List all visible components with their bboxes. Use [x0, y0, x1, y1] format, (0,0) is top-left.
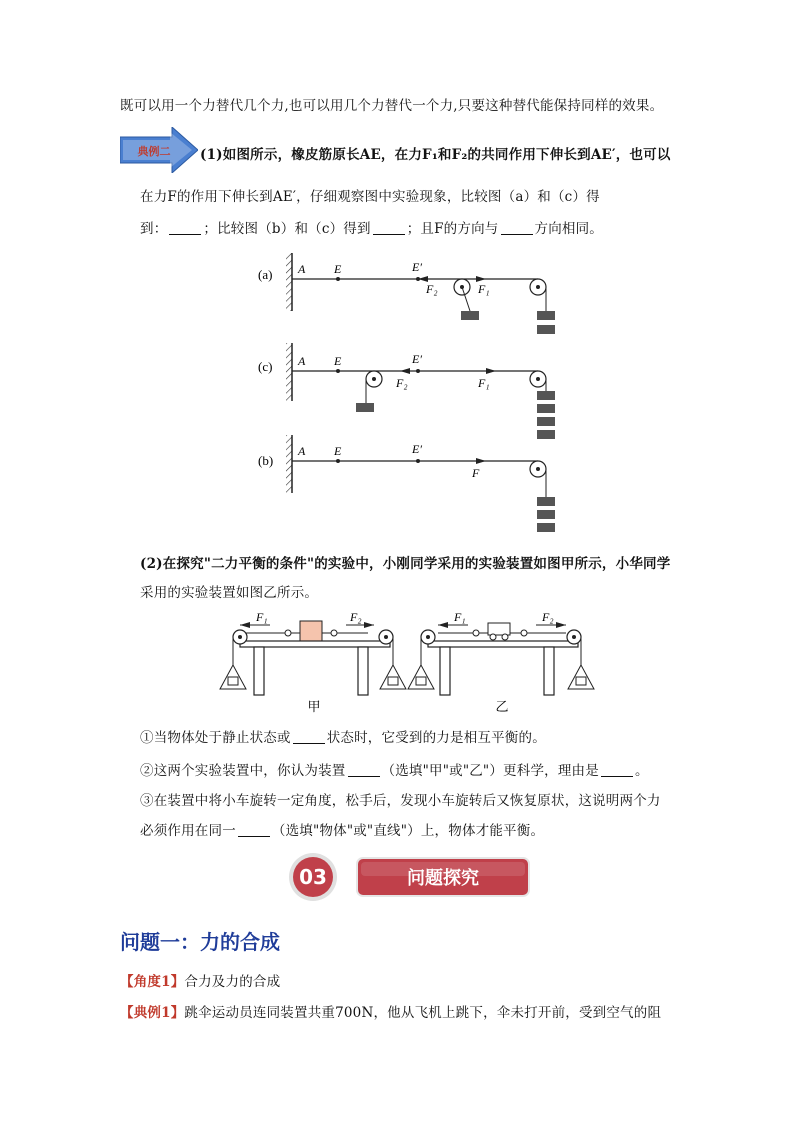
point-e: E [334, 354, 342, 368]
wooden-block [300, 621, 322, 641]
panel-c [258, 343, 555, 439]
blank-5[interactable] [348, 776, 380, 777]
equilibrium-apparatus-figure [218, 605, 598, 717]
s3-b: 必须作用在同一 [140, 823, 236, 839]
s2-b: （选填"甲"或"乙"）更科学，理由是 [381, 763, 599, 779]
small-cart [488, 623, 510, 635]
point-e-prime: E′ [412, 260, 422, 274]
blank-4[interactable] [293, 743, 325, 744]
point-e-prime: E′ [412, 442, 422, 456]
q1-line1: (1)如图所示，橡皮筋原长AE，在力F₁和F₂的共同作用下伸长到AE′，也可以 [200, 147, 671, 163]
apparatus-yi [408, 610, 594, 715]
s2-c: 。 [634, 763, 649, 779]
section-title: 问题探究 [407, 868, 479, 889]
caption-yi: 乙 [495, 700, 509, 715]
force-f2: F₂ [542, 610, 554, 624]
example-line [120, 1001, 661, 1021]
force-f1: F₁ [256, 610, 268, 624]
panel-a [258, 253, 555, 334]
panel-b-label: (b) [258, 453, 274, 468]
force-f2: F₂ [426, 282, 438, 296]
angle-line [120, 970, 280, 990]
sub-question-1 [140, 726, 546, 746]
s3-c: （选填"物体"或"直线"）上，物体才能平衡。 [271, 823, 545, 839]
sub-question-2 [140, 759, 649, 779]
s2-a: ②这两个实验装置中，你认为装置 [140, 763, 346, 779]
s1-b: 状态时，它受到的力是相互平衡的。 [326, 730, 546, 746]
q1-line3-a: 到： [140, 221, 168, 237]
sub-question-3-line1: ③在装置中将小车旋转一定角度，松手后，发现小车旋转后又恢复原状，这说明两个力 [140, 793, 661, 809]
caption-jia: 甲 [307, 700, 321, 715]
q2-line1: (2)在探究"二力平衡的条件"的实验中，小刚同学采用的实验装置如图甲所示，小华同学 [140, 556, 671, 572]
example-tag-arrow [120, 127, 198, 173]
problem-heading: 问题一：力的合成 [120, 930, 280, 954]
panel-c-label: (c) [258, 359, 273, 374]
point-a: A [298, 354, 306, 368]
q2-line2: 采用的实验装置如图乙所示。 [140, 585, 319, 601]
force-f1: F₁ [478, 376, 490, 390]
point-e: E [334, 262, 342, 276]
panel-a-label: (a) [258, 267, 273, 282]
angle-text: 合力及力的合成 [184, 974, 281, 990]
point-e: E [334, 444, 342, 458]
blank-6[interactable] [601, 776, 633, 777]
sub-question-3-line2 [140, 819, 544, 839]
q1-line2: 在力F的作用下伸长到AE′，仔细观察图中实验现象，比较图（a）和（c）得 [140, 189, 600, 205]
force-f1: F₁ [478, 282, 490, 296]
blank-3[interactable] [501, 234, 533, 235]
example-tag: 典例二 [137, 145, 171, 158]
blank-1[interactable] [169, 234, 201, 235]
point-a: A [298, 262, 306, 276]
apparatus-jia [220, 610, 406, 715]
force-f2: F₂ [350, 610, 362, 624]
section-number: 03 [299, 865, 327, 889]
force-f1: F₁ [454, 610, 466, 624]
q1-line3 [140, 217, 603, 237]
rubber-band-figure [250, 245, 570, 545]
blank-2[interactable] [373, 234, 405, 235]
point-a: A [298, 444, 306, 458]
blank-7[interactable] [238, 836, 270, 837]
q1-line3-c: ；且F的方向与 [406, 221, 499, 237]
angle-tag: 【角度1】 [120, 974, 185, 990]
example-1-text: 跳伞运动员连同装置共重700N，他从飞机上跳下，伞未打开前，受到空气的阻 [184, 1005, 662, 1021]
force-f2: F₂ [396, 376, 408, 390]
force-f: F [472, 466, 480, 480]
panel-b [258, 435, 555, 532]
s1-a: ①当物体处于静止状态或 [140, 730, 291, 746]
q1-line3-b: ；比较图（b）和（c）得到 [203, 221, 371, 237]
example-1-tag: 【典例1】 [120, 1005, 185, 1021]
point-e-prime: E′ [412, 352, 422, 366]
q1-line3-d: 方向相同。 [534, 221, 603, 237]
section-banner [287, 852, 537, 902]
intro-text: 既可以用一个力替代几个力,也可以用几个力替代一个力,只要这种替代能保持同样的效果。 [120, 98, 664, 114]
